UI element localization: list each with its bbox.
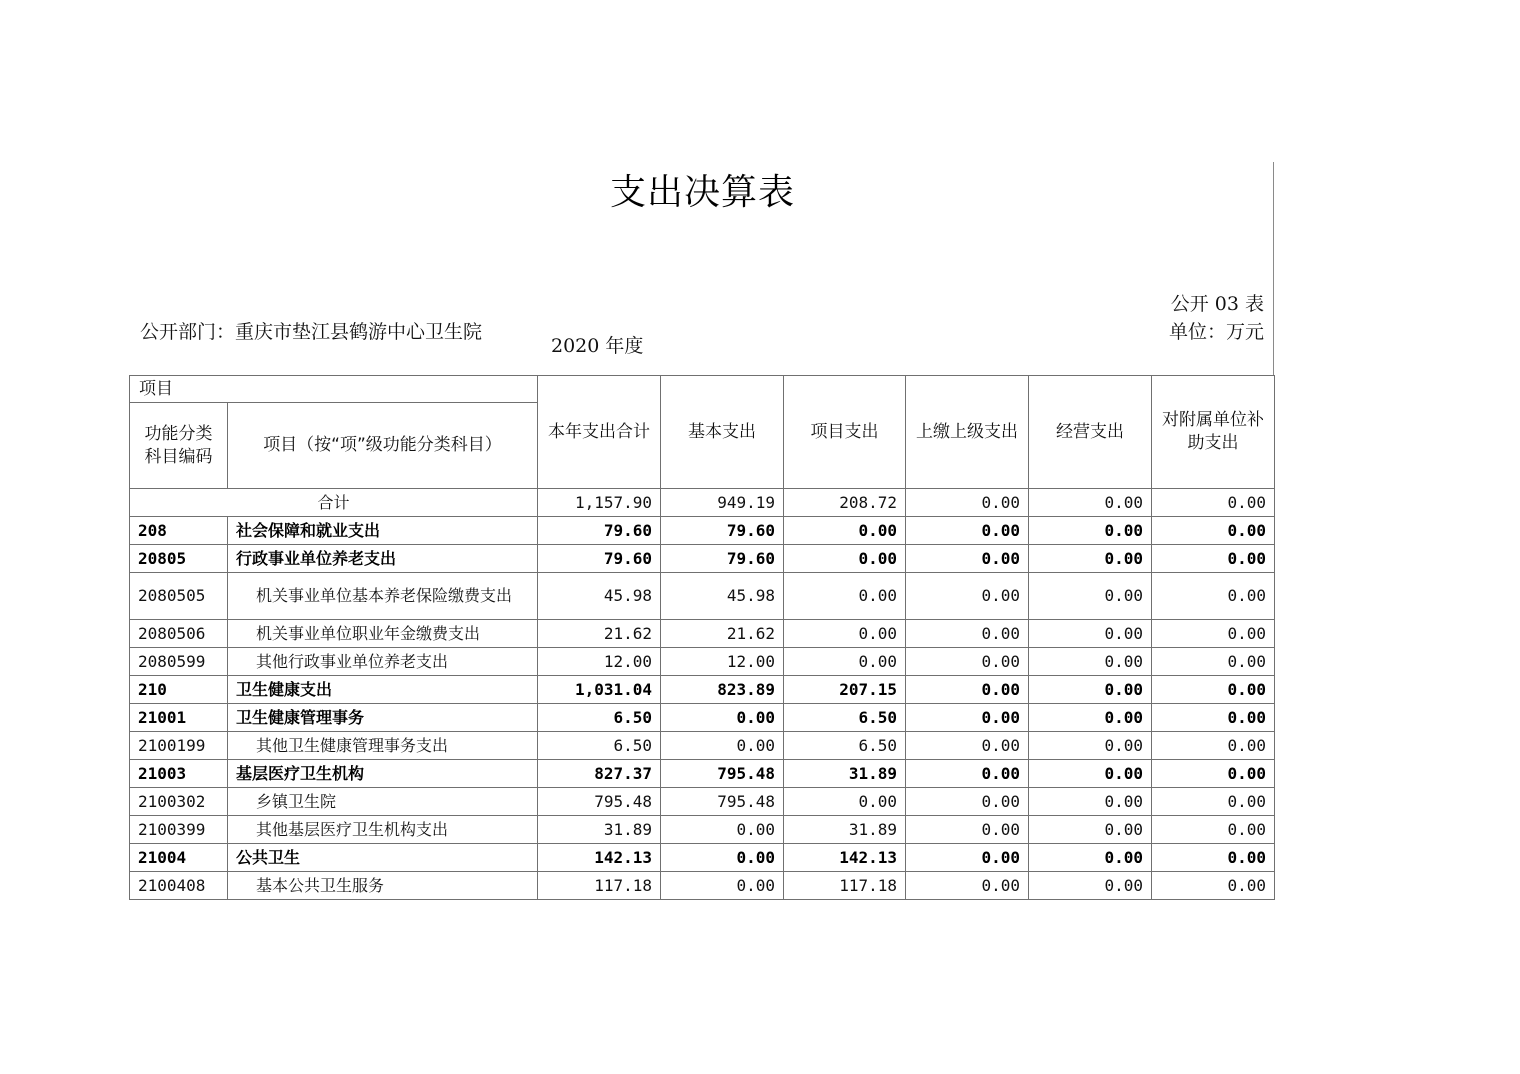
row-value: 79.60 xyxy=(661,545,784,573)
row-value: 142.13 xyxy=(538,844,661,872)
row-code: 2100399 xyxy=(130,816,228,844)
row-name: 卫生健康管理事务 xyxy=(228,704,538,732)
row-value: 0.00 xyxy=(906,573,1029,620)
row-code: 2100408 xyxy=(130,872,228,900)
row-value: 79.60 xyxy=(661,517,784,545)
total-value: 0.00 xyxy=(1029,489,1152,517)
header-upper: 上缴上级支出 xyxy=(906,376,1029,489)
row-value: 0.00 xyxy=(1152,732,1275,760)
row-value: 0.00 xyxy=(1152,816,1275,844)
row-name: 其他基层医疗卫生机构支出 xyxy=(228,816,538,844)
row-value: 0.00 xyxy=(906,704,1029,732)
header-name: 项目（按“项”级功能分类科目） xyxy=(228,403,538,489)
row-value: 0.00 xyxy=(1029,517,1152,545)
row-value: 795.48 xyxy=(661,760,784,788)
row-value: 0.00 xyxy=(1152,620,1275,648)
row-value: 0.00 xyxy=(906,788,1029,816)
header-business: 经营支出 xyxy=(1029,376,1152,489)
row-value: 0.00 xyxy=(1029,704,1152,732)
row-value: 0.00 xyxy=(906,648,1029,676)
row-value: 795.48 xyxy=(661,788,784,816)
unit-label: 单位：万元 xyxy=(1168,321,1264,343)
row-name: 基本公共卫生服务 xyxy=(228,872,538,900)
total-value: 949.19 xyxy=(661,489,784,517)
row-code: 208 xyxy=(130,517,228,545)
row-name: 基层医疗卫生机构 xyxy=(228,760,538,788)
row-value: 795.48 xyxy=(538,788,661,816)
table-row xyxy=(130,872,1275,900)
row-value: 0.00 xyxy=(784,620,906,648)
row-value: 0.00 xyxy=(784,545,906,573)
row-name: 机关事业单位基本养老保险缴费支出 xyxy=(228,573,538,620)
row-value: 0.00 xyxy=(661,732,784,760)
row-value: 0.00 xyxy=(1152,545,1275,573)
table-row xyxy=(130,732,1275,760)
row-value: 0.00 xyxy=(661,704,784,732)
row-name: 乡镇卫生院 xyxy=(228,788,538,816)
department-label: 公开部门：重庆市垫江县鹤游中心卫生院 xyxy=(140,321,483,343)
header-program: 项目支出 xyxy=(784,376,906,489)
row-value: 0.00 xyxy=(906,517,1029,545)
row-value: 31.89 xyxy=(538,816,661,844)
row-value: 0.00 xyxy=(906,844,1029,872)
row-value: 117.18 xyxy=(784,872,906,900)
table-body xyxy=(130,489,1275,900)
table-row xyxy=(130,620,1275,648)
row-value: 0.00 xyxy=(906,760,1029,788)
row-value: 0.00 xyxy=(1029,844,1152,872)
row-value: 0.00 xyxy=(906,732,1029,760)
row-value: 823.89 xyxy=(661,676,784,704)
row-value: 117.18 xyxy=(538,872,661,900)
row-value: 0.00 xyxy=(1152,676,1275,704)
row-value: 0.00 xyxy=(1029,760,1152,788)
row-value: 79.60 xyxy=(538,545,661,573)
row-name: 其他卫生健康管理事务支出 xyxy=(228,732,538,760)
header-basic: 基本支出 xyxy=(661,376,784,489)
row-value: 0.00 xyxy=(906,872,1029,900)
row-value: 0.00 xyxy=(1029,648,1152,676)
row-value: 1,031.04 xyxy=(538,676,661,704)
row-value: 0.00 xyxy=(1152,517,1275,545)
table-row xyxy=(130,648,1275,676)
row-value: 0.00 xyxy=(1029,620,1152,648)
row-value: 0.00 xyxy=(1152,648,1275,676)
expenditure-table xyxy=(129,375,1275,900)
table-row xyxy=(130,816,1275,844)
row-value: 0.00 xyxy=(784,788,906,816)
row-value: 207.15 xyxy=(784,676,906,704)
row-value: 31.89 xyxy=(784,760,906,788)
row-value: 0.00 xyxy=(784,573,906,620)
row-code: 2100302 xyxy=(130,788,228,816)
row-code: 2100199 xyxy=(130,732,228,760)
row-value: 0.00 xyxy=(906,620,1029,648)
table-row xyxy=(130,760,1275,788)
row-value: 0.00 xyxy=(1152,872,1275,900)
table-row xyxy=(130,704,1275,732)
row-name: 社会保障和就业支出 xyxy=(228,517,538,545)
row-value: 6.50 xyxy=(538,704,661,732)
table-row xyxy=(130,573,1275,620)
row-value: 0.00 xyxy=(1152,573,1275,620)
row-code: 21004 xyxy=(130,844,228,872)
row-value: 0.00 xyxy=(1029,545,1152,573)
row-value: 0.00 xyxy=(1029,816,1152,844)
row-value: 0.00 xyxy=(1152,704,1275,732)
row-value: 6.50 xyxy=(784,732,906,760)
row-name: 公共卫生 xyxy=(228,844,538,872)
row-value: 21.62 xyxy=(661,620,784,648)
row-value: 6.50 xyxy=(538,732,661,760)
row-code: 2080506 xyxy=(130,620,228,648)
table-row xyxy=(130,788,1275,816)
row-value: 45.98 xyxy=(538,573,661,620)
row-value: 0.00 xyxy=(1029,573,1152,620)
row-value: 0.00 xyxy=(1029,788,1152,816)
row-code: 2080599 xyxy=(130,648,228,676)
row-code: 20805 xyxy=(130,545,228,573)
header-code: 功能分类科目编码 xyxy=(130,403,228,489)
row-name: 机关事业单位职业年金缴费支出 xyxy=(228,620,538,648)
row-value: 31.89 xyxy=(784,816,906,844)
table-row xyxy=(130,676,1275,704)
row-value: 21.62 xyxy=(538,620,661,648)
row-value: 0.00 xyxy=(784,648,906,676)
total-value: 1,157.90 xyxy=(538,489,661,517)
row-value: 0.00 xyxy=(1029,732,1152,760)
row-code: 21001 xyxy=(130,704,228,732)
row-value: 12.00 xyxy=(538,648,661,676)
header-project: 项目 xyxy=(130,376,538,403)
row-value: 79.60 xyxy=(538,517,661,545)
row-value: 0.00 xyxy=(661,816,784,844)
row-value: 45.98 xyxy=(661,573,784,620)
row-value: 0.00 xyxy=(906,545,1029,573)
row-value: 827.37 xyxy=(538,760,661,788)
form-number-label: 公开 03 表 xyxy=(1170,293,1264,315)
row-value: 0.00 xyxy=(661,872,784,900)
total-value: 208.72 xyxy=(784,489,906,517)
table-row xyxy=(130,545,1275,573)
header-total: 本年支出合计 xyxy=(538,376,661,489)
page-title: 支出决算表 xyxy=(609,172,795,213)
total-label: 合计 xyxy=(130,489,538,517)
row-value: 0.00 xyxy=(906,676,1029,704)
row-value: 0.00 xyxy=(784,517,906,545)
row-code: 210 xyxy=(130,676,228,704)
row-value: 0.00 xyxy=(906,816,1029,844)
row-name: 行政事业单位养老支出 xyxy=(228,545,538,573)
row-value: 0.00 xyxy=(1152,844,1275,872)
row-code: 2080505 xyxy=(130,573,228,620)
total-row xyxy=(130,489,1275,517)
row-value: 0.00 xyxy=(1152,760,1275,788)
fiscal-year-label: 2020 年度 xyxy=(551,335,644,357)
row-value: 0.00 xyxy=(1152,788,1275,816)
row-value: 12.00 xyxy=(661,648,784,676)
row-value: 0.00 xyxy=(1029,676,1152,704)
row-name: 其他行政事业单位养老支出 xyxy=(228,648,538,676)
row-value: 142.13 xyxy=(784,844,906,872)
table-row xyxy=(130,517,1275,545)
row-value: 6.50 xyxy=(784,704,906,732)
row-name: 卫生健康支出 xyxy=(228,676,538,704)
total-value: 0.00 xyxy=(906,489,1029,517)
table-row xyxy=(130,844,1275,872)
row-code: 21003 xyxy=(130,760,228,788)
total-value: 0.00 xyxy=(1152,489,1275,517)
row-value: 0.00 xyxy=(661,844,784,872)
row-value: 0.00 xyxy=(1029,872,1152,900)
header-row-top xyxy=(130,376,1275,403)
header-subsidy: 对附属单位补助支出 xyxy=(1152,376,1275,489)
